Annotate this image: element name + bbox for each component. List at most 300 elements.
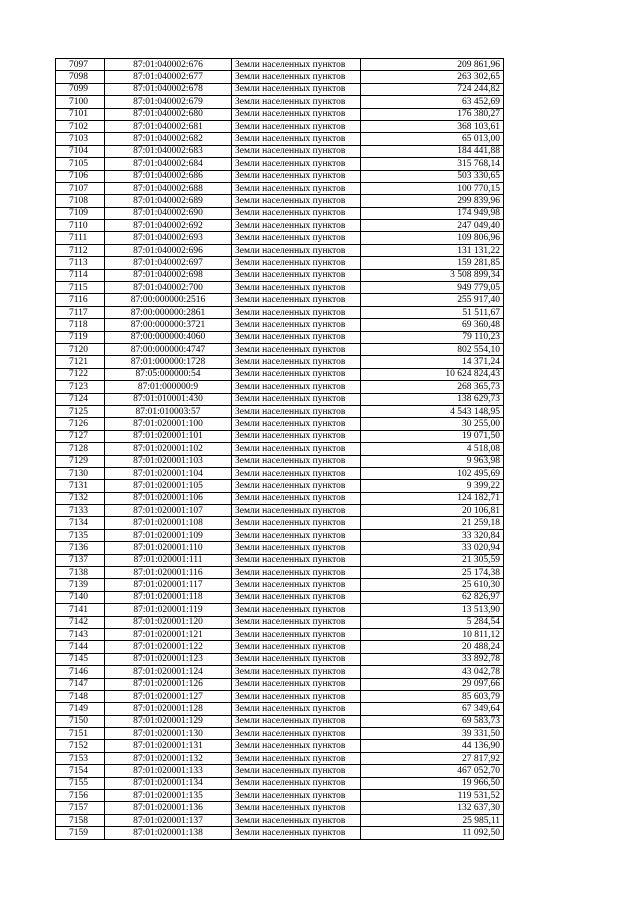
land-category-cell: Земли населенных пунктов (232, 319, 361, 331)
table-row (56, 195, 504, 207)
cadastral-value-cell: 62 826,97 (361, 591, 504, 603)
cadastral-number-cell: 87:01:010003:57 (105, 405, 232, 417)
cadastral-value-cell: 19 966,50 (361, 777, 504, 789)
cadastral-value-cell: 44 136,90 (361, 740, 504, 752)
row-number-cell: 7133 (56, 505, 105, 517)
table-row (56, 517, 504, 529)
cadastral-number-cell: 87:01:040002:690 (105, 207, 232, 219)
row-number-cell: 7124 (56, 393, 105, 405)
cadastral-number-cell: 87:01:020001:134 (105, 777, 232, 789)
row-number-cell: 7104 (56, 145, 105, 157)
cadastral-value-cell: 27 817,92 (361, 752, 504, 764)
row-number-cell: 7114 (56, 269, 105, 281)
land-category-cell: Земли населенных пунктов (232, 257, 361, 269)
land-category-cell: Земли населенных пунктов (232, 480, 361, 492)
cadastral-value-cell: 467 052,70 (361, 765, 504, 777)
cadastral-number-cell: 87:01:020001:104 (105, 467, 232, 479)
cadastral-number-cell: 87:00:000000:2516 (105, 294, 232, 306)
cadastral-number-cell: 87:01:040002:681 (105, 120, 232, 132)
row-number-cell: 7150 (56, 715, 105, 727)
table-row (56, 628, 504, 640)
row-number-cell: 7138 (56, 567, 105, 579)
row-number-cell: 7123 (56, 381, 105, 393)
table-row (56, 790, 504, 802)
row-number-cell: 7129 (56, 455, 105, 467)
cadastral-value-cell: 176 380,27 (361, 108, 504, 120)
land-category-cell: Земли населенных пунктов (232, 579, 361, 591)
land-category-cell: Земли населенных пунктов (232, 108, 361, 120)
row-number-cell: 7130 (56, 467, 105, 479)
table-row (56, 567, 504, 579)
row-number-cell: 7127 (56, 430, 105, 442)
land-category-cell: Земли населенных пунктов (232, 715, 361, 727)
table-row (56, 604, 504, 616)
land-category-cell: Земли населенных пунктов (232, 381, 361, 393)
cadastral-value-cell: 39 331,50 (361, 728, 504, 740)
table-row (56, 715, 504, 727)
cadastral-number-cell: 87:01:020001:106 (105, 492, 232, 504)
cadastral-value-cell: 119 531,52 (361, 790, 504, 802)
row-number-cell: 7102 (56, 120, 105, 132)
cadastral-value-cell: 33 020,94 (361, 542, 504, 554)
cadastral-value-cell: 102 495,69 (361, 467, 504, 479)
table-row (56, 207, 504, 219)
row-number-cell: 7097 (56, 59, 105, 71)
table-row (56, 120, 504, 132)
cadastral-value-cell: 33 892,78 (361, 653, 504, 665)
cadastral-number-cell: 87:01:020001:107 (105, 505, 232, 517)
cadastral-number-cell: 87:01:040002:676 (105, 59, 232, 71)
cadastral-number-cell: 87:01:020001:135 (105, 790, 232, 802)
cadastral-value-cell: 69 583,73 (361, 715, 504, 727)
table-row (56, 306, 504, 318)
cadastral-value-cell: 100 770,15 (361, 182, 504, 194)
land-category-cell: Земли населенных пунктов (232, 777, 361, 789)
row-number-cell: 7115 (56, 282, 105, 294)
cadastral-value-cell: 69 360,48 (361, 319, 504, 331)
cadastral-value-cell: 14 371,24 (361, 356, 504, 368)
table-row (56, 579, 504, 591)
land-category-cell: Земли населенных пунктов (232, 96, 361, 108)
cadastral-value-cell: 43 042,78 (361, 666, 504, 678)
land-category-cell: Земли населенных пунктов (232, 418, 361, 430)
cadastral-value-cell: 315 768,14 (361, 158, 504, 170)
table-row (56, 678, 504, 690)
cadastral-value-cell: 51 511,67 (361, 306, 504, 318)
table-row (56, 777, 504, 789)
table-row (56, 505, 504, 517)
table-row (56, 59, 504, 71)
table-row (56, 393, 504, 405)
cadastral-number-cell: 87:00:000000:3721 (105, 319, 232, 331)
table-row (56, 616, 504, 628)
row-number-cell: 7147 (56, 678, 105, 690)
cadastral-value-cell: 63 452,69 (361, 96, 504, 108)
row-number-cell: 7099 (56, 83, 105, 95)
cadastral-number-cell: 87:01:020001:102 (105, 443, 232, 455)
table-row (56, 319, 504, 331)
land-category-cell: Земли населенных пунктов (232, 641, 361, 653)
cadastral-number-cell: 87:01:040002:688 (105, 182, 232, 194)
land-category-cell: Земли населенных пунктов (232, 59, 361, 71)
table-row (56, 71, 504, 83)
cadastral-value-cell: 131 131,22 (361, 244, 504, 256)
land-category-cell: Земли населенных пунктов (232, 195, 361, 207)
table-row (56, 108, 504, 120)
cadastral-number-cell: 87:01:020001:105 (105, 480, 232, 492)
cadastral-value-cell: 65 013,00 (361, 133, 504, 145)
cadastral-value-cell: 3 508 899,34 (361, 269, 504, 281)
row-number-cell: 7117 (56, 306, 105, 318)
row-number-cell: 7112 (56, 244, 105, 256)
land-category-cell: Земли населенных пунктов (232, 604, 361, 616)
cadastral-value-cell: 802 554,10 (361, 343, 504, 355)
land-category-cell: Земли населенных пунктов (232, 71, 361, 83)
row-number-cell: 7136 (56, 542, 105, 554)
land-category-cell: Земли населенных пунктов (232, 678, 361, 690)
table-row (56, 145, 504, 157)
cadastral-value-cell: 21 305,59 (361, 554, 504, 566)
cadastral-value-cell: 299 839,96 (361, 195, 504, 207)
land-category-cell: Земли населенных пунктов (232, 542, 361, 554)
table-row (56, 752, 504, 764)
table-row (56, 740, 504, 752)
row-number-cell: 7120 (56, 343, 105, 355)
land-category-cell: Земли населенных пунктов (232, 368, 361, 380)
table-row (56, 529, 504, 541)
row-number-cell: 7151 (56, 728, 105, 740)
row-number-cell: 7121 (56, 356, 105, 368)
cadastral-number-cell: 87:01:000000:9 (105, 381, 232, 393)
cadastral-value-cell: 79 110,23 (361, 331, 504, 343)
table-body (56, 59, 504, 840)
row-number-cell: 7148 (56, 690, 105, 702)
cadastral-number-cell: 87:01:040002:682 (105, 133, 232, 145)
cadastral-value-cell: 132 637,30 (361, 802, 504, 814)
cadastral-number-cell: 87:01:000000:1728 (105, 356, 232, 368)
table-row (56, 257, 504, 269)
row-number-cell: 7109 (56, 207, 105, 219)
cadastral-value-cell: 209 861,96 (361, 59, 504, 71)
cadastral-value-cell: 13 513,90 (361, 604, 504, 616)
table-row (56, 343, 504, 355)
land-category-cell: Земли населенных пунктов (232, 430, 361, 442)
land-category-cell: Земли населенных пунктов (232, 703, 361, 715)
row-number-cell: 7143 (56, 628, 105, 640)
land-category-cell: Земли населенных пунктов (232, 455, 361, 467)
cadastral-number-cell: 87:01:020001:117 (105, 579, 232, 591)
land-category-cell: Земли населенных пунктов (232, 405, 361, 417)
land-category-cell: Земли населенных пунктов (232, 653, 361, 665)
table-row (56, 220, 504, 232)
table-row (56, 430, 504, 442)
table-row (56, 443, 504, 455)
land-category-cell: Земли населенных пунктов (232, 170, 361, 182)
cadastral-value-cell: 19 071,50 (361, 430, 504, 442)
land-category-cell: Земли населенных пунктов (232, 356, 361, 368)
table-row (56, 690, 504, 702)
row-number-cell: 7111 (56, 232, 105, 244)
cadastral-number-cell: 87:01:020001:121 (105, 628, 232, 640)
row-number-cell: 7145 (56, 653, 105, 665)
cadastral-value-cell: 724 244,82 (361, 83, 504, 95)
table-row (56, 294, 504, 306)
cadastral-value-cell: 9 963,98 (361, 455, 504, 467)
land-category-cell: Земли населенных пунктов (232, 765, 361, 777)
land-category-cell: Земли населенных пунктов (232, 690, 361, 702)
cadastral-value-cell: 949 779,05 (361, 282, 504, 294)
cadastral-number-cell: 87:01:040002:683 (105, 145, 232, 157)
cadastral-number-cell: 87:01:040002:696 (105, 244, 232, 256)
land-category-cell: Земли населенных пунктов (232, 517, 361, 529)
cadastral-value-cell: 25 610,30 (361, 579, 504, 591)
row-number-cell: 7119 (56, 331, 105, 343)
table-row (56, 133, 504, 145)
cadastral-number-cell: 87:01:040002:698 (105, 269, 232, 281)
cadastral-number-cell: 87:01:020001:128 (105, 703, 232, 715)
cadastral-number-cell: 87:01:040002:684 (105, 158, 232, 170)
cadastral-value-cell: 21 259,18 (361, 517, 504, 529)
cadastral-number-cell: 87:05:000000:54 (105, 368, 232, 380)
table-row (56, 232, 504, 244)
cadastral-value-cell: 9 399,22 (361, 480, 504, 492)
table-row (56, 83, 504, 95)
cadastral-number-cell: 87:01:020001:122 (105, 641, 232, 653)
cadastral-value-cell: 5 284,54 (361, 616, 504, 628)
table-row (56, 703, 504, 715)
land-category-cell: Земли населенных пунктов (232, 83, 361, 95)
cadastral-value-cell: 10 811,12 (361, 628, 504, 640)
table-row (56, 158, 504, 170)
table-row (56, 368, 504, 380)
row-number-cell: 7107 (56, 182, 105, 194)
cadastral-value-cell: 67 349,64 (361, 703, 504, 715)
table-row (56, 814, 504, 826)
table-row (56, 269, 504, 281)
row-number-cell: 7132 (56, 492, 105, 504)
row-number-cell: 7141 (56, 604, 105, 616)
cadastral-number-cell: 87:01:020001:131 (105, 740, 232, 752)
cadastral-number-cell: 87:01:020001:132 (105, 752, 232, 764)
land-category-cell: Земли населенных пунктов (232, 666, 361, 678)
row-number-cell: 7101 (56, 108, 105, 120)
table-row (56, 728, 504, 740)
row-number-cell: 7128 (56, 443, 105, 455)
cadastral-number-cell: 87:01:020001:133 (105, 765, 232, 777)
row-number-cell: 7116 (56, 294, 105, 306)
table-row (56, 765, 504, 777)
cadastral-number-cell: 87:01:040002:686 (105, 170, 232, 182)
row-number-cell: 7122 (56, 368, 105, 380)
table-row (56, 356, 504, 368)
table-row (56, 467, 504, 479)
cadastral-number-cell: 87:01:040002:689 (105, 195, 232, 207)
table-row (56, 542, 504, 554)
table-row (56, 405, 504, 417)
cadastral-number-cell: 87:01:020001:123 (105, 653, 232, 665)
row-number-cell: 7135 (56, 529, 105, 541)
table-row (56, 182, 504, 194)
land-category-cell: Земли населенных пунктов (232, 567, 361, 579)
land-category-cell: Земли населенных пунктов (232, 306, 361, 318)
cadastral-number-cell: 87:01:040002:677 (105, 71, 232, 83)
cadastral-value-cell: 124 182,71 (361, 492, 504, 504)
cadastral-number-cell: 87:01:020001:101 (105, 430, 232, 442)
row-number-cell: 7106 (56, 170, 105, 182)
cadastral-value-cell: 503 330,65 (361, 170, 504, 182)
cadastral-number-cell: 87:00:000000:2861 (105, 306, 232, 318)
table-row (56, 244, 504, 256)
table-row (56, 480, 504, 492)
cadastral-number-cell: 87:01:020001:108 (105, 517, 232, 529)
cadastral-value-cell: 255 917,40 (361, 294, 504, 306)
row-number-cell: 7113 (56, 257, 105, 269)
cadastral-value-cell: 263 302,65 (361, 71, 504, 83)
table-row (56, 666, 504, 678)
cadastral-value-cell: 85 603,79 (361, 690, 504, 702)
cadastral-value-cell: 20 106,81 (361, 505, 504, 517)
cadastral-number-cell: 87:01:020001:127 (105, 690, 232, 702)
cadastral-number-cell: 87:01:040002:680 (105, 108, 232, 120)
land-category-cell: Земли населенных пунктов (232, 728, 361, 740)
cadastral-number-cell: 87:01:020001:110 (105, 542, 232, 554)
cadastral-number-cell: 87:01:040002:693 (105, 232, 232, 244)
table-row (56, 554, 504, 566)
table-row (56, 802, 504, 814)
land-category-cell: Земли населенных пунктов (232, 269, 361, 281)
cadastral-value-cell: 247 049,40 (361, 220, 504, 232)
cadastral-number-cell: 87:01:020001:111 (105, 554, 232, 566)
cadastral-value-cell: 4 518,08 (361, 443, 504, 455)
cadastral-number-cell: 87:01:020001:136 (105, 802, 232, 814)
cadastral-number-cell: 87:01:020001:137 (105, 814, 232, 826)
table-row (56, 653, 504, 665)
cadastral-value-cell: 25 174,38 (361, 567, 504, 579)
land-category-cell: Земли населенных пунктов (232, 790, 361, 802)
row-number-cell: 7142 (56, 616, 105, 628)
row-number-cell: 7140 (56, 591, 105, 603)
land-category-cell: Земли населенных пунктов (232, 802, 361, 814)
cadastral-value-cell: 4 543 148,95 (361, 405, 504, 417)
land-category-cell: Земли населенных пунктов (232, 467, 361, 479)
table-row (56, 331, 504, 343)
land-category-cell: Земли населенных пунктов (232, 244, 361, 256)
land-category-cell: Земли населенных пунктов (232, 752, 361, 764)
cadastral-number-cell: 87:01:020001:103 (105, 455, 232, 467)
cadastral-value-cell: 159 281,85 (361, 257, 504, 269)
land-category-cell: Земли населенных пунктов (232, 529, 361, 541)
row-number-cell: 7100 (56, 96, 105, 108)
land-category-cell: Земли населенных пунктов (232, 393, 361, 405)
row-number-cell: 7131 (56, 480, 105, 492)
land-category-cell: Земли населенных пунктов (232, 628, 361, 640)
cadastral-value-cell: 268 365,73 (361, 381, 504, 393)
row-number-cell: 7139 (56, 579, 105, 591)
cadastral-number-cell: 87:01:020001:120 (105, 616, 232, 628)
land-category-cell: Земли населенных пунктов (232, 232, 361, 244)
land-category-cell: Земли населенных пунктов (232, 145, 361, 157)
cadastral-number-cell: 87:01:020001:100 (105, 418, 232, 430)
table-row (56, 591, 504, 603)
land-category-cell: Земли населенных пунктов (232, 294, 361, 306)
cadastral-value-cell: 138 629,73 (361, 393, 504, 405)
cadastral-value-cell: 184 441,88 (361, 145, 504, 157)
row-number-cell: 7134 (56, 517, 105, 529)
cadastral-number-cell: 87:01:020001:138 (105, 827, 232, 839)
land-category-cell: Земли населенных пунктов (232, 158, 361, 170)
cadastral-value-cell: 11 092,50 (361, 827, 504, 839)
cadastral-number-cell: 87:00:000000:4060 (105, 331, 232, 343)
land-category-cell: Земли населенных пунктов (232, 554, 361, 566)
cadastral-number-cell: 87:00:000000:4747 (105, 343, 232, 355)
cadastral-number-cell: 87:01:040002:679 (105, 96, 232, 108)
cadastral-number-cell: 87:01:020001:124 (105, 666, 232, 678)
land-category-cell: Земли населенных пунктов (232, 616, 361, 628)
cadastral-value-cell: 10 624 824,43 (361, 368, 504, 380)
row-number-cell: 7153 (56, 752, 105, 764)
table-row (56, 381, 504, 393)
row-number-cell: 7110 (56, 220, 105, 232)
land-category-cell: Земли населенных пунктов (232, 505, 361, 517)
row-number-cell: 7149 (56, 703, 105, 715)
cadastral-number-cell: 87:01:020001:118 (105, 591, 232, 603)
table-row (56, 418, 504, 430)
land-category-cell: Земли населенных пунктов (232, 827, 361, 839)
land-category-cell: Земли населенных пунктов (232, 591, 361, 603)
table-row (56, 492, 504, 504)
cadastral-number-cell: 87:01:020001:109 (105, 529, 232, 541)
table-row (56, 96, 504, 108)
cadastral-number-cell: 87:01:020001:126 (105, 678, 232, 690)
row-number-cell: 7125 (56, 405, 105, 417)
cadastral-number-cell: 87:01:020001:130 (105, 728, 232, 740)
table-row (56, 455, 504, 467)
row-number-cell: 7126 (56, 418, 105, 430)
cadastral-number-cell: 87:01:020001:116 (105, 567, 232, 579)
cadastral-value-cell: 30 255,00 (361, 418, 504, 430)
cadastral-value-cell: 174 949,98 (361, 207, 504, 219)
cadastral-value-cell: 25 985,11 (361, 814, 504, 826)
land-category-cell: Земли населенных пунктов (232, 343, 361, 355)
land-category-cell: Земли населенных пунктов (232, 282, 361, 294)
land-category-cell: Земли населенных пунктов (232, 814, 361, 826)
land-category-cell: Земли населенных пунктов (232, 120, 361, 132)
row-number-cell: 7144 (56, 641, 105, 653)
row-number-cell: 7159 (56, 827, 105, 839)
cadastral-number-cell: 87:01:040002:692 (105, 220, 232, 232)
row-number-cell: 7155 (56, 777, 105, 789)
row-number-cell: 7105 (56, 158, 105, 170)
table-row (56, 827, 504, 839)
land-category-cell: Земли населенных пунктов (232, 133, 361, 145)
cadastral-number-cell: 87:01:040002:697 (105, 257, 232, 269)
row-number-cell: 7118 (56, 319, 105, 331)
row-number-cell: 7137 (56, 554, 105, 566)
cadastral-value-cell: 20 488,24 (361, 641, 504, 653)
row-number-cell: 7157 (56, 802, 105, 814)
cadastral-number-cell: 87:01:010001:430 (105, 393, 232, 405)
land-category-cell: Земли населенных пунктов (232, 740, 361, 752)
row-number-cell: 7098 (56, 71, 105, 83)
row-number-cell: 7152 (56, 740, 105, 752)
cadastral-number-cell: 87:01:040002:678 (105, 83, 232, 95)
cadastral-value-cell: 29 097,66 (361, 678, 504, 690)
row-number-cell: 7154 (56, 765, 105, 777)
cadastral-value-cell: 368 103,61 (361, 120, 504, 132)
row-number-cell: 7158 (56, 814, 105, 826)
cadastral-number-cell: 87:01:020001:119 (105, 604, 232, 616)
land-category-cell: Земли населенных пунктов (232, 443, 361, 455)
